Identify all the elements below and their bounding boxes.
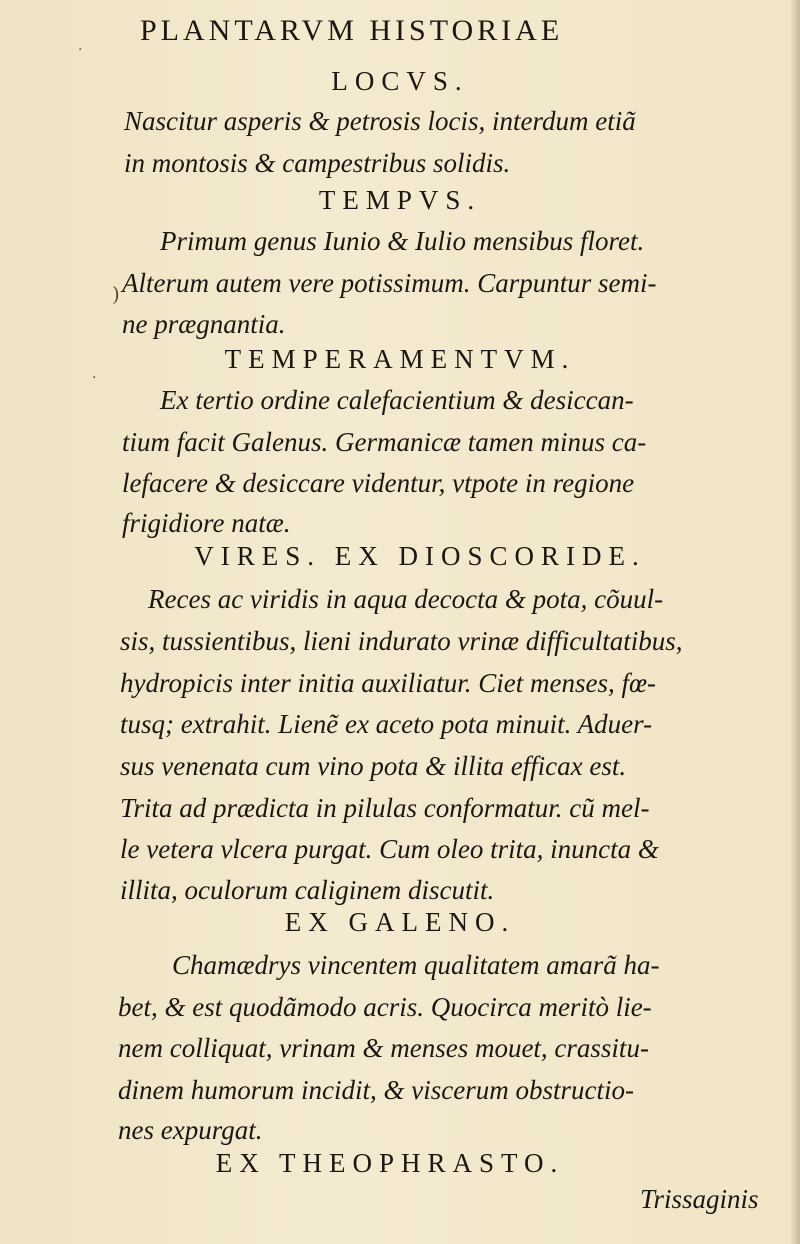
heading-galeno: EX GALENO. xyxy=(284,907,516,937)
heading-vires: VIRES. EX DIOSCORIDE. xyxy=(194,541,646,571)
margin-bracket: ) xyxy=(112,282,120,306)
text-line: Reces ac viridis in aqua decocta & pota, cõuul- xyxy=(148,584,664,614)
text-line: Primum genus Iunio & Iulio mensibus floret. xyxy=(160,226,645,256)
text-line: Ex tertio ordine calefacientium & desiccan- xyxy=(160,385,634,415)
text-line: hydropicis inter initia auxiliatur. Ciet menses, fœ- xyxy=(120,668,656,698)
text-line: lefacere & desiccare videntur, vtpote in regione xyxy=(122,468,635,498)
heading-locus: LOCVS. xyxy=(331,66,469,96)
heading-theophrasto: EX THEOPHRASTO. xyxy=(215,1148,565,1178)
text-line: nem colliquat, vrinam & menses mouet, crassitu- xyxy=(118,1033,649,1063)
text-line: illita, oculorum caliginem discutit. xyxy=(120,875,495,905)
text-line: nes expurgat. xyxy=(118,1115,263,1145)
text-line: frigidiore natæ. xyxy=(122,508,291,538)
text-line: sus venenata cum vino pota & illita efficax est. xyxy=(120,751,627,781)
text-line: Trita ad prædicta in pilulas conformatur. cũ mel- xyxy=(120,793,650,823)
text-line: Nascitur asperis & petrosis locis, interdum etiã xyxy=(124,106,636,136)
text-line: Alterum autem vere potissimum. Carpuntur semi- xyxy=(122,268,657,298)
running-head: PLANTARVM HISTORIAE xyxy=(140,14,564,47)
text-line: tusq; extrahit. Lienẽ ex aceto pota minuit. Aduer- xyxy=(120,709,653,739)
catchword: Trissaginis xyxy=(640,1184,759,1214)
text-line: tium facit Galenus. Germanicæ tamen minus ca- xyxy=(122,427,647,457)
text-line: dinem humorum incidit, & viscerum obstructio- xyxy=(118,1075,634,1105)
text-line: le vetera vlcera purgat. Cum oleo trita, inuncta & xyxy=(120,834,659,864)
margin-mark: · xyxy=(78,42,83,58)
text-line: ne prægnantia. xyxy=(122,309,286,339)
heading-temperamentum: TEMPERAMENTVM. xyxy=(224,344,576,374)
text-line: in montosis & campestribus solidis. xyxy=(124,148,511,178)
text-line: sis, tussientibus, lieni indurato vrinæ difficultatibus, xyxy=(120,626,683,656)
margin-mark: · xyxy=(92,370,97,386)
heading-tempus: TEMPVS. xyxy=(318,185,482,215)
text-line: bet, & est quodãmodo acris. Quocirca meritò lie- xyxy=(118,992,652,1022)
text-line: Chamædrys vincentem qualitatem amarã ha- xyxy=(172,950,660,980)
